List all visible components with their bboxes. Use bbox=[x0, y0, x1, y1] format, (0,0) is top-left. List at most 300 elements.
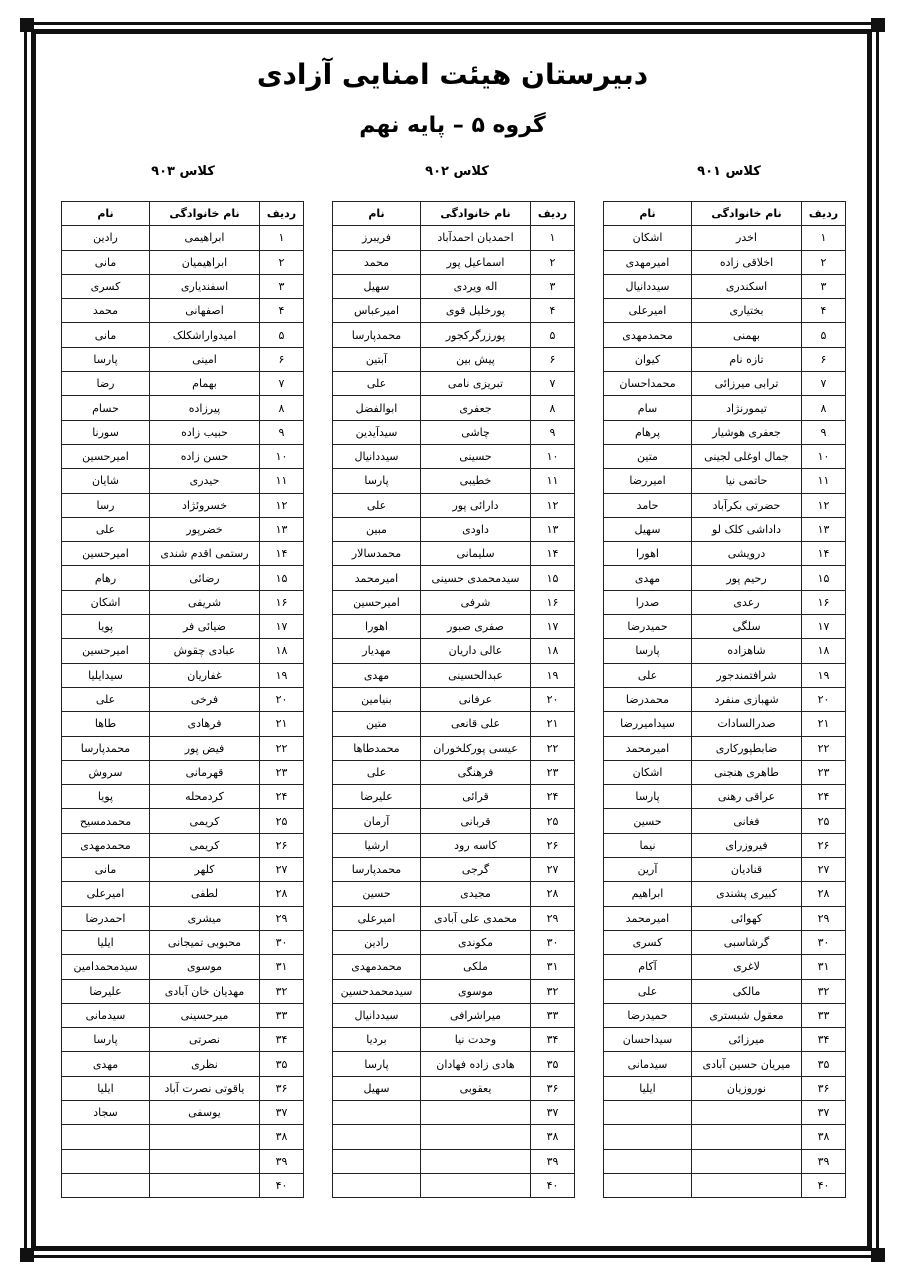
table-row bbox=[62, 517, 304, 541]
cell-family-name: امیدواراشکلک bbox=[150, 323, 260, 347]
cell-first-name: سیددانیال bbox=[604, 274, 692, 298]
cell-radif: ۲۳ bbox=[531, 760, 575, 784]
cell-radif: ۱۷ bbox=[531, 615, 575, 639]
cell-radif: ۲۳ bbox=[260, 760, 304, 784]
cell-family-name: معقول شبستری bbox=[692, 1003, 802, 1027]
table-row bbox=[604, 396, 846, 420]
cell-family-name: سلگی bbox=[692, 615, 802, 639]
cell-radif: ۳۱ bbox=[802, 955, 846, 979]
corner-ornament-top-left bbox=[20, 18, 34, 32]
cell-family-name: نوروزیان bbox=[692, 1076, 802, 1100]
table-row bbox=[604, 323, 846, 347]
cell-first-name: سیدایلیا bbox=[62, 663, 150, 687]
cell-radif: ۱۳ bbox=[260, 517, 304, 541]
table-row bbox=[604, 930, 846, 954]
cell-radif: ۷ bbox=[531, 372, 575, 396]
cell-family-name: پیرزاده bbox=[150, 396, 260, 420]
cell-radif: ۳۶ bbox=[531, 1076, 575, 1100]
corner-ornament-bottom-right bbox=[871, 1248, 885, 1262]
cell-first-name: علیرضا bbox=[62, 979, 150, 1003]
cell-radif: ۱۶ bbox=[260, 590, 304, 614]
cell-family-name: میرزائی bbox=[692, 1028, 802, 1052]
cell-first-name: سجاد bbox=[62, 1100, 150, 1124]
table-row bbox=[604, 639, 846, 663]
table-row bbox=[604, 1149, 846, 1173]
table-header-row bbox=[604, 202, 846, 226]
cell-family-name: فرهادی bbox=[150, 712, 260, 736]
cell-first-name: کسری bbox=[62, 274, 150, 298]
cell-first-name: رادین bbox=[62, 226, 150, 250]
cell-family-name: قنادیان bbox=[692, 858, 802, 882]
cell-family-name: اصفهانی bbox=[150, 299, 260, 323]
cell-radif: ۷ bbox=[802, 372, 846, 396]
table-row bbox=[62, 639, 304, 663]
cell-first-name: محمدمهدی bbox=[333, 955, 421, 979]
table-row bbox=[333, 226, 575, 250]
roster-table-902 bbox=[332, 201, 575, 1198]
cell-radif: ۳۲ bbox=[260, 979, 304, 1003]
cell-first-name: ابراهیم bbox=[604, 882, 692, 906]
cell-first-name bbox=[62, 1149, 150, 1173]
cell-first-name: سهیل bbox=[333, 274, 421, 298]
cell-first-name: کیوان bbox=[604, 347, 692, 371]
cell-first-name: امیرحسین bbox=[62, 639, 150, 663]
cell-radif: ۸ bbox=[802, 396, 846, 420]
cell-first-name: سیدآیدین bbox=[333, 420, 421, 444]
column-header-name: نام bbox=[62, 202, 150, 226]
cell-first-name bbox=[333, 1149, 421, 1173]
cell-first-name: امیرحسین bbox=[62, 444, 150, 468]
table-row bbox=[62, 590, 304, 614]
cell-radif: ۲۰ bbox=[802, 687, 846, 711]
table-row bbox=[62, 1125, 304, 1149]
table-row bbox=[333, 517, 575, 541]
cell-first-name: پارسا bbox=[62, 347, 150, 371]
cell-radif: ۱۵ bbox=[531, 566, 575, 590]
table-row bbox=[604, 663, 846, 687]
cell-family-name: عالی داریان bbox=[421, 639, 531, 663]
table-row bbox=[62, 930, 304, 954]
cell-first-name: محمدمهدی bbox=[604, 323, 692, 347]
cell-family-name: کبیری پشندی bbox=[692, 882, 802, 906]
table-row bbox=[62, 760, 304, 784]
cell-first-name: ارشیا bbox=[333, 833, 421, 857]
table-row bbox=[604, 226, 846, 250]
table-row bbox=[62, 1100, 304, 1124]
cell-radif: ۲۰ bbox=[260, 687, 304, 711]
cell-first-name: امیرمحمد bbox=[333, 566, 421, 590]
cell-family-name: حسن زاده bbox=[150, 444, 260, 468]
cell-first-name: علی bbox=[604, 979, 692, 1003]
cell-family-name: شرافتمندجور bbox=[692, 663, 802, 687]
cell-first-name: سورنا bbox=[62, 420, 150, 444]
table-row bbox=[62, 566, 304, 590]
cell-radif: ۹ bbox=[802, 420, 846, 444]
cell-family-name: کلهر bbox=[150, 858, 260, 882]
cell-radif: ۴۰ bbox=[531, 1173, 575, 1197]
cell-radif: ۲۵ bbox=[260, 809, 304, 833]
cell-first-name: علی bbox=[333, 760, 421, 784]
cell-first-name: اهورا bbox=[333, 615, 421, 639]
cell-first-name: آرین bbox=[604, 858, 692, 882]
cell-family-name bbox=[692, 1100, 802, 1124]
table-row bbox=[333, 882, 575, 906]
table-row bbox=[333, 930, 575, 954]
cell-radif: ۲۱ bbox=[260, 712, 304, 736]
table-row bbox=[333, 1076, 575, 1100]
cell-family-name: تازه نام bbox=[692, 347, 802, 371]
cell-family-name: کریمی bbox=[150, 809, 260, 833]
cell-radif: ۲۵ bbox=[531, 809, 575, 833]
cell-first-name: پارسا bbox=[333, 1052, 421, 1076]
cell-family-name: اسماعیل پور bbox=[421, 250, 531, 274]
cell-radif: ۱۴ bbox=[531, 542, 575, 566]
cell-first-name: محمدسالار bbox=[333, 542, 421, 566]
cell-first-name: امیرحسین bbox=[333, 590, 421, 614]
cell-family-name: یعقوبی bbox=[421, 1076, 531, 1100]
cell-family-name bbox=[692, 1173, 802, 1197]
cell-first-name: مهدی bbox=[604, 566, 692, 590]
table-row bbox=[62, 226, 304, 250]
cell-radif: ۶ bbox=[531, 347, 575, 371]
table-row bbox=[333, 274, 575, 298]
cell-radif: ۳۹ bbox=[802, 1149, 846, 1173]
cell-family-name: چاشی bbox=[421, 420, 531, 444]
table-row bbox=[333, 979, 575, 1003]
cell-first-name: امیرمهدی bbox=[604, 250, 692, 274]
cell-radif: ۴ bbox=[531, 299, 575, 323]
table-row bbox=[333, 299, 575, 323]
table-row bbox=[333, 1125, 575, 1149]
cell-first-name: ایلیا bbox=[62, 930, 150, 954]
cell-radif: ۱۹ bbox=[531, 663, 575, 687]
cell-family-name: صدرالسادات bbox=[692, 712, 802, 736]
cell-radif: ۳۳ bbox=[260, 1003, 304, 1027]
cell-first-name: احمدرضا bbox=[62, 906, 150, 930]
cell-first-name: حسین bbox=[604, 809, 692, 833]
table-row bbox=[604, 615, 846, 639]
table-row bbox=[604, 299, 846, 323]
cell-first-name: علی bbox=[333, 493, 421, 517]
cell-radif: ۲۴ bbox=[260, 785, 304, 809]
table-row bbox=[604, 712, 846, 736]
cell-family-name: ابراهیمیان bbox=[150, 250, 260, 274]
cell-radif: ۲۸ bbox=[802, 882, 846, 906]
cell-family-name: هادی زاده فهادان bbox=[421, 1052, 531, 1076]
cell-radif: ۲۲ bbox=[802, 736, 846, 760]
cell-family-name: پورخلیل قوی bbox=[421, 299, 531, 323]
table-row bbox=[333, 906, 575, 930]
cell-first-name: آکام bbox=[604, 955, 692, 979]
table-row bbox=[333, 1052, 575, 1076]
cell-radif: ۱ bbox=[531, 226, 575, 250]
cell-first-name: علی bbox=[604, 663, 692, 687]
table-row bbox=[62, 323, 304, 347]
cell-radif: ۳۵ bbox=[531, 1052, 575, 1076]
cell-first-name: امیرعباس bbox=[333, 299, 421, 323]
cell-first-name: امیرعلی bbox=[604, 299, 692, 323]
cell-radif: ۸ bbox=[531, 396, 575, 420]
cell-family-name: گرشاسبی bbox=[692, 930, 802, 954]
cell-family-name: محبوبی تمیجانی bbox=[150, 930, 260, 954]
cell-family-name: جعفری هوشیار bbox=[692, 420, 802, 444]
table-row bbox=[333, 250, 575, 274]
table-row bbox=[62, 250, 304, 274]
cell-family-name bbox=[692, 1125, 802, 1149]
cell-radif: ۱ bbox=[260, 226, 304, 250]
cell-family-name: لاغری bbox=[692, 955, 802, 979]
cell-radif: ۳۴ bbox=[260, 1028, 304, 1052]
cell-first-name bbox=[333, 1125, 421, 1149]
cell-first-name: رهام bbox=[62, 566, 150, 590]
table-row bbox=[333, 566, 575, 590]
table-row bbox=[604, 1028, 846, 1052]
table-row bbox=[62, 955, 304, 979]
cell-first-name: سیدمحمدامین bbox=[62, 955, 150, 979]
cell-first-name: کسری bbox=[604, 930, 692, 954]
school-title: دبیرستان هیئت امنایی آزادی bbox=[256, 58, 649, 91]
table-row bbox=[62, 347, 304, 371]
cell-first-name: سیداحسان bbox=[604, 1028, 692, 1052]
table-row bbox=[62, 1028, 304, 1052]
cell-family-name: سیدمحمدی حسینی bbox=[421, 566, 531, 590]
cell-first-name: ایلیا bbox=[604, 1076, 692, 1100]
cell-family-name: رحیم پور bbox=[692, 566, 802, 590]
table-row bbox=[62, 712, 304, 736]
table-row bbox=[62, 687, 304, 711]
cell-family-name: مکوندی bbox=[421, 930, 531, 954]
cell-family-name: مجیدی bbox=[421, 882, 531, 906]
cell-radif: ۱۵ bbox=[260, 566, 304, 590]
table-row bbox=[604, 590, 846, 614]
column-header-radif: ردیف bbox=[802, 202, 846, 226]
cell-radif: ۳۰ bbox=[531, 930, 575, 954]
corner-ornament-top-right bbox=[871, 18, 885, 32]
cell-radif: ۱ bbox=[802, 226, 846, 250]
cell-family-name: بختیاری bbox=[692, 299, 802, 323]
table-row bbox=[333, 955, 575, 979]
table-row bbox=[62, 1052, 304, 1076]
table-row bbox=[604, 469, 846, 493]
cell-radif: ۳۲ bbox=[802, 979, 846, 1003]
cell-radif: ۲۹ bbox=[802, 906, 846, 930]
cell-first-name: رسا bbox=[62, 493, 150, 517]
cell-family-name: پیش بین bbox=[421, 347, 531, 371]
cell-first-name: امیرعلی bbox=[62, 882, 150, 906]
cell-first-name: امیرعلی bbox=[333, 906, 421, 930]
table-row bbox=[62, 420, 304, 444]
table-row bbox=[333, 687, 575, 711]
cell-radif: ۱۱ bbox=[802, 469, 846, 493]
cell-radif: ۱۳ bbox=[802, 517, 846, 541]
cell-first-name: سیددانیال bbox=[333, 444, 421, 468]
cell-first-name: مانی bbox=[62, 323, 150, 347]
cell-first-name: حسین bbox=[333, 882, 421, 906]
cell-radif: ۲۱ bbox=[531, 712, 575, 736]
cell-first-name: اشکان bbox=[604, 226, 692, 250]
cell-family-name: خطیبی bbox=[421, 469, 531, 493]
cell-first-name: مانی bbox=[62, 250, 150, 274]
cell-radif: ۲۸ bbox=[260, 882, 304, 906]
cell-first-name: محمد bbox=[62, 299, 150, 323]
cell-first-name: حمیدرضا bbox=[604, 1003, 692, 1027]
cell-family-name: فیض پور bbox=[150, 736, 260, 760]
cell-radif: ۴۰ bbox=[260, 1173, 304, 1197]
cell-radif: ۲۴ bbox=[802, 785, 846, 809]
cell-family-name bbox=[421, 1173, 531, 1197]
table-row bbox=[333, 639, 575, 663]
cell-radif: ۱۹ bbox=[802, 663, 846, 687]
cell-family-name: کردمحله bbox=[150, 785, 260, 809]
cell-first-name bbox=[333, 1173, 421, 1197]
cell-family-name: تیمورنژاد bbox=[692, 396, 802, 420]
cell-first-name bbox=[604, 1149, 692, 1173]
table-row bbox=[333, 1003, 575, 1027]
cell-first-name bbox=[62, 1125, 150, 1149]
cell-family-name: حاتمی نیا bbox=[692, 469, 802, 493]
cell-radif: ۹ bbox=[531, 420, 575, 444]
table-row bbox=[62, 785, 304, 809]
cell-radif: ۳۲ bbox=[531, 979, 575, 1003]
cell-family-name: عیسی پورکلخوران bbox=[421, 736, 531, 760]
table-row bbox=[333, 1028, 575, 1052]
table-row bbox=[62, 469, 304, 493]
cell-first-name: محمدپارسا bbox=[333, 323, 421, 347]
cell-radif: ۱۱ bbox=[531, 469, 575, 493]
cell-family-name: میرحسینی bbox=[150, 1003, 260, 1027]
cell-family-name: ضابطپورکاری bbox=[692, 736, 802, 760]
cell-radif: ۲۷ bbox=[802, 858, 846, 882]
cell-family-name bbox=[150, 1173, 260, 1197]
cell-radif: ۳۶ bbox=[260, 1076, 304, 1100]
table-row bbox=[604, 493, 846, 517]
cell-family-name: فرخی bbox=[150, 687, 260, 711]
cell-radif: ۲۸ bbox=[531, 882, 575, 906]
cell-family-name: عبادی چقوش bbox=[150, 639, 260, 663]
cell-radif: ۲۵ bbox=[802, 809, 846, 833]
cell-radif: ۳۸ bbox=[531, 1125, 575, 1149]
cell-first-name: سیدمانی bbox=[62, 1003, 150, 1027]
cell-radif: ۱۵ bbox=[802, 566, 846, 590]
table-row bbox=[62, 274, 304, 298]
cell-first-name: مهدی bbox=[333, 663, 421, 687]
cell-family-name bbox=[421, 1149, 531, 1173]
table-row bbox=[604, 1076, 846, 1100]
cell-radif: ۲۳ bbox=[802, 760, 846, 784]
cell-family-name: عرفانی bbox=[421, 687, 531, 711]
cell-family-name: خسروئژاد bbox=[150, 493, 260, 517]
cell-family-name: رستمی اقدم شندی bbox=[150, 542, 260, 566]
cell-first-name: علی bbox=[62, 517, 150, 541]
table-row bbox=[333, 444, 575, 468]
cell-radif: ۸ bbox=[260, 396, 304, 420]
table-row bbox=[604, 250, 846, 274]
cell-family-name: کهوائی bbox=[692, 906, 802, 930]
cell-radif: ۱۴ bbox=[802, 542, 846, 566]
cell-family-name: فرهنگی bbox=[421, 760, 531, 784]
cell-radif: ۱۷ bbox=[260, 615, 304, 639]
table-row bbox=[604, 785, 846, 809]
cell-first-name: محمد bbox=[333, 250, 421, 274]
cell-family-name: حبیب زاده bbox=[150, 420, 260, 444]
cell-first-name: محمدمهدی bbox=[62, 833, 150, 857]
cell-family-name: خضرپور bbox=[150, 517, 260, 541]
cell-first-name: بنیامین bbox=[333, 687, 421, 711]
table-row bbox=[604, 420, 846, 444]
cell-first-name: طاها bbox=[62, 712, 150, 736]
cell-family-name: کاسه رود bbox=[421, 833, 531, 857]
column-header-family: نام خانوادگی bbox=[150, 202, 260, 226]
table-row bbox=[333, 347, 575, 371]
cell-first-name: امیرحسین bbox=[62, 542, 150, 566]
cell-first-name: نیما bbox=[604, 833, 692, 857]
table-row bbox=[604, 347, 846, 371]
cell-radif: ۲۲ bbox=[531, 736, 575, 760]
cell-radif: ۱۲ bbox=[531, 493, 575, 517]
table-row bbox=[604, 882, 846, 906]
table-row bbox=[333, 372, 575, 396]
cell-radif: ۱۶ bbox=[531, 590, 575, 614]
roster-table-901 bbox=[603, 201, 846, 1198]
cell-family-name: ملکی bbox=[421, 955, 531, 979]
cell-radif: ۱۰ bbox=[260, 444, 304, 468]
cell-radif: ۳۳ bbox=[531, 1003, 575, 1027]
table-row bbox=[333, 858, 575, 882]
table-row bbox=[62, 663, 304, 687]
class-title-903: کلاس ۹۰۳ bbox=[151, 164, 215, 179]
cell-family-name: مهدیان خان آبادی bbox=[150, 979, 260, 1003]
cell-family-name: فیروزرای bbox=[692, 833, 802, 857]
cell-radif: ۴۰ bbox=[802, 1173, 846, 1197]
cell-family-name: رضائی bbox=[150, 566, 260, 590]
cell-first-name: سهیل bbox=[604, 517, 692, 541]
cell-radif: ۳ bbox=[260, 274, 304, 298]
table-row bbox=[604, 542, 846, 566]
table-row bbox=[604, 274, 846, 298]
cell-family-name: نصرتی bbox=[150, 1028, 260, 1052]
cell-radif: ۲۰ bbox=[531, 687, 575, 711]
table-row bbox=[333, 542, 575, 566]
cell-family-name bbox=[421, 1125, 531, 1149]
table-row bbox=[604, 833, 846, 857]
cell-first-name: آبتین bbox=[333, 347, 421, 371]
cell-radif: ۶ bbox=[802, 347, 846, 371]
cell-family-name: وحدت نیا bbox=[421, 1028, 531, 1052]
cell-family-name: فغانی bbox=[692, 809, 802, 833]
cell-first-name: محمدمسیح bbox=[62, 809, 150, 833]
cell-radif: ۲۷ bbox=[531, 858, 575, 882]
cell-first-name bbox=[604, 1173, 692, 1197]
cell-family-name: تبریزی نامی bbox=[421, 372, 531, 396]
cell-radif: ۲۶ bbox=[802, 833, 846, 857]
table-row bbox=[333, 1173, 575, 1197]
table-row bbox=[604, 906, 846, 930]
cell-family-name: سلیمانی bbox=[421, 542, 531, 566]
table-row bbox=[604, 809, 846, 833]
cell-radif: ۳۳ bbox=[802, 1003, 846, 1027]
cell-family-name: شهبازی منفرد bbox=[692, 687, 802, 711]
cell-radif: ۳۵ bbox=[260, 1052, 304, 1076]
cell-family-name: اسفندیاری bbox=[150, 274, 260, 298]
cell-first-name: امیرمحمد bbox=[604, 906, 692, 930]
cell-family-name: بهمام bbox=[150, 372, 260, 396]
column-header-name: نام bbox=[333, 202, 421, 226]
table-row bbox=[604, 1052, 846, 1076]
table-row bbox=[62, 736, 304, 760]
cell-first-name bbox=[604, 1100, 692, 1124]
cell-first-name bbox=[333, 1100, 421, 1124]
cell-first-name: محمداحسان bbox=[604, 372, 692, 396]
